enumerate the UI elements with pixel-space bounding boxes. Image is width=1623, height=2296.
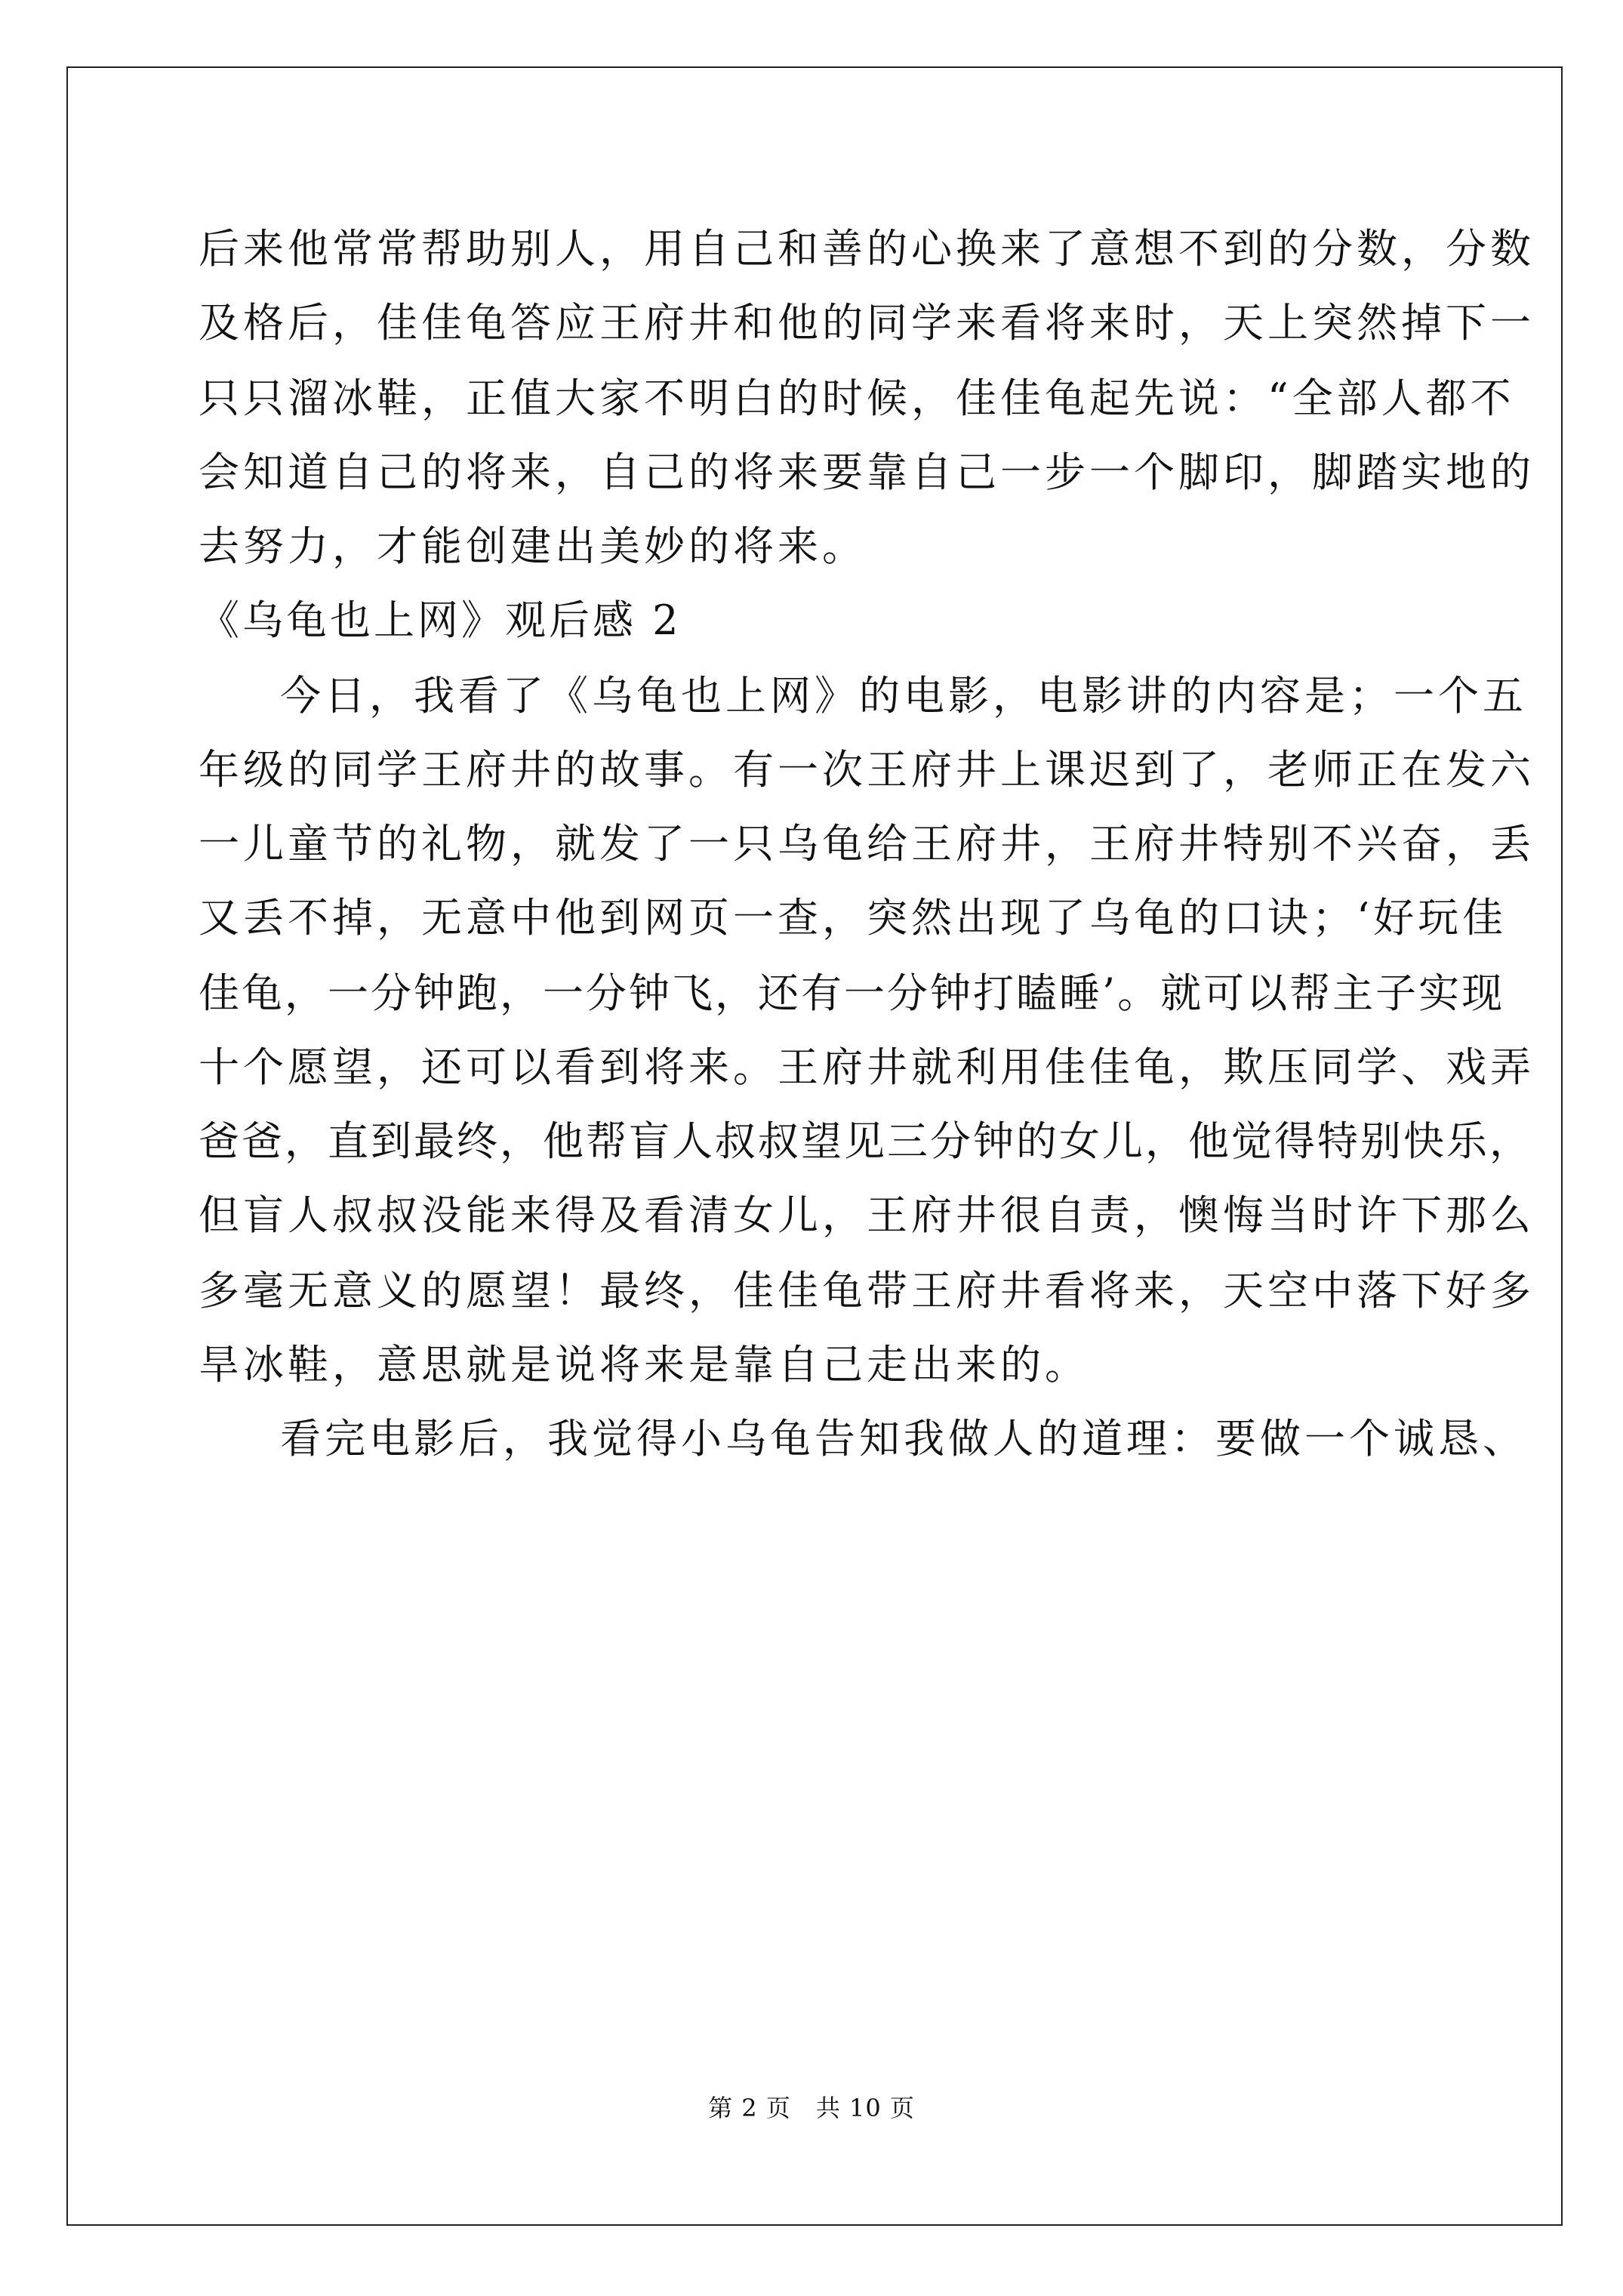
paragraph-line: 但盲人叔叔没能来得及看清女儿，王府井很自责，懊悔当时许下那么: [199, 1191, 1535, 1239]
paragraph-line: 一儿童节的礼物，就发了一只乌龟给王府井，王府井特别不兴奋，丢: [199, 820, 1535, 868]
paragraph-line: 今日，我看了《乌龟也上网》的电影，电影讲的内容是；一个五: [280, 672, 1527, 720]
section-title: 《乌龟也上网》观后感 2: [199, 596, 682, 644]
paragraph-line: 会知道自己的将来，自己的将来要靠自己一步一个脚印，脚踏实地的: [199, 448, 1535, 496]
paragraph-line: 看完电影后，我觉得小乌龟告知我做人的道理：要做一个诚恳、: [280, 1415, 1527, 1462]
paragraph-line: 爸爸，直到最终，他帮盲人叔叔望见三分钟的女儿，他觉得特别快乐，: [199, 1117, 1532, 1165]
paragraph-line: 只只溜冰鞋，正值大家不明白的时候，佳佳龟起先说：“全部人都不: [199, 374, 1515, 422]
paragraph-line: 去努力，才能创建出美妙的将来。: [199, 522, 867, 570]
page-number-footer: 第 2 页 共 10 页: [708, 2094, 915, 2122]
paragraph-line: 佳龟，一分钟跑，一分钟飞，还有一分钟打瞌睡’。就可以帮主子实现: [199, 969, 1505, 1017]
paragraph-line: 又丢不掉，无意中他到网页一查，突然出现了乌龟的口诀；‘好玩佳: [199, 894, 1508, 942]
paragraph-line: 旱冰鞋，意思就是说将来是靠自己走出来的。: [199, 1341, 1089, 1388]
paragraph-line: 及格后，佳佳龟答应王府井和他的同学来看将来时，天上突然掉下一: [199, 299, 1535, 347]
paragraph-line: 十个愿望，还可以看到将来。王府井就利用佳佳龟，欺压同学、戏弄: [199, 1043, 1535, 1091]
paragraph-line: 后来他常常帮助别人，用自己和善的心换来了意想不到的分数，分数: [199, 225, 1535, 273]
paragraph-line: 多毫无意义的愿望！最终，佳佳龟带王府井看将来，天空中落下好多: [199, 1267, 1535, 1314]
paragraph-line: 年级的同学王府井的故事。有一次王府井上课迟到了，老师正在发六: [199, 746, 1535, 794]
